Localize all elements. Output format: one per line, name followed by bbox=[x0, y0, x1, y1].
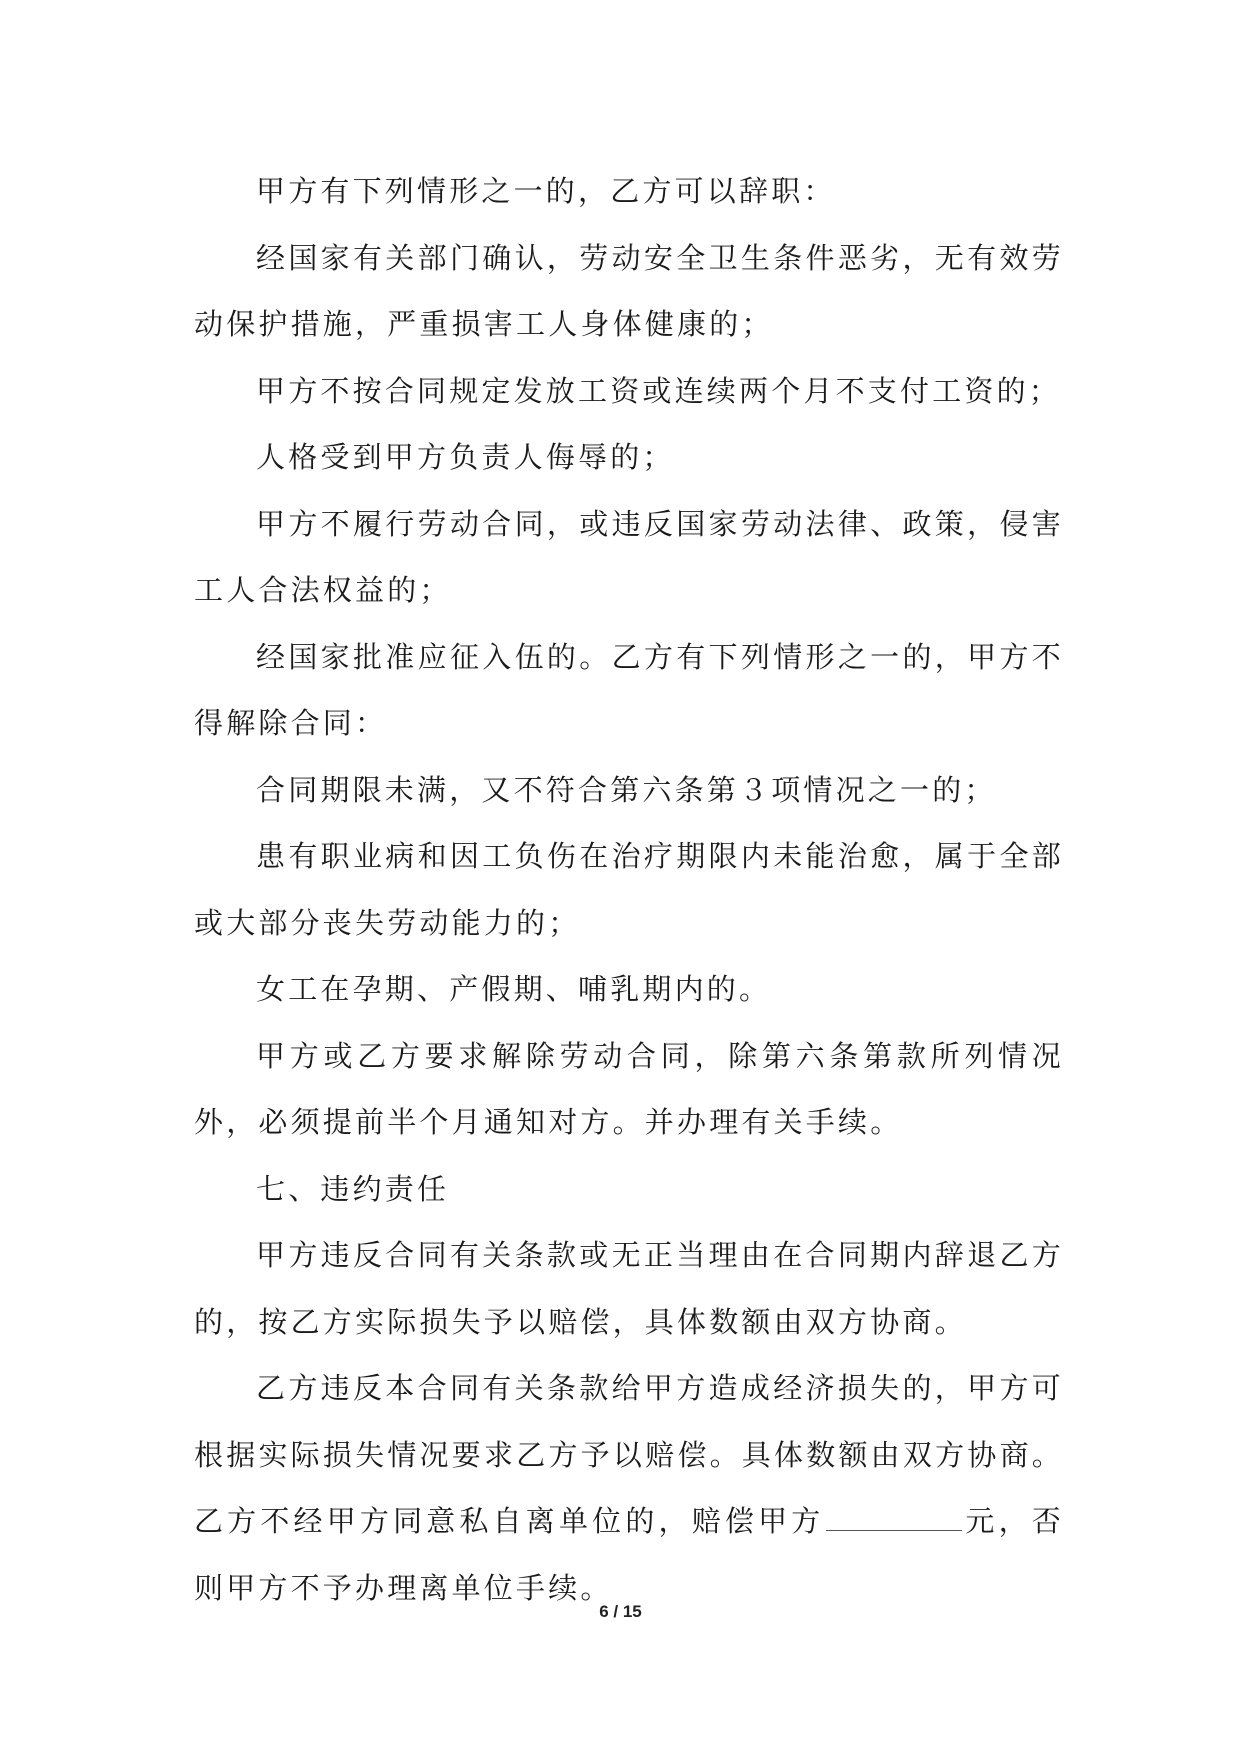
compensation-amount-blank bbox=[826, 1508, 962, 1531]
paragraph-resignation-conditions: 甲方有下列情形之一的，乙方可以辞职： bbox=[256, 174, 836, 208]
paragraph-female-workers: 女工在孕期、产假期、哺乳期内的。 bbox=[256, 972, 772, 1006]
employee-liability-text-after: 元，否则甲方不予办理离单位手续。 bbox=[194, 1504, 1064, 1605]
paragraph-insulted: 人格受到甲方负责人侮辱的； bbox=[256, 440, 675, 474]
paragraph-employer-liability: 甲方违反合同有关条款或无正当理由在合同期内辞退乙方的，按乙方实际损失予以赔偿，具体数额由双方协商。 bbox=[194, 1238, 1064, 1339]
paragraph-military-service: 经国家批准应征入伍的。乙方有下列情形之一的，甲方不得解除合同： bbox=[194, 639, 1064, 740]
paragraph-notice-period: 甲方或乙方要求解除劳动合同，除第六条第款所列情况外，必须提前半个月通知对方。并办理有关手续。 bbox=[194, 1038, 1064, 1139]
document-body bbox=[194, 158, 1064, 1621]
section-heading-liability: 七、违约责任 bbox=[256, 1171, 450, 1206]
paragraph-term-not-expired: 合同期限未满，又不符合第六条第３项情况之一的； bbox=[256, 772, 997, 807]
paragraph-unsafe-conditions: 经国家有关部门确认，劳动安全卫生条件恶劣，无有效劳动保护措施，严重损害工人身体健康的； bbox=[194, 240, 1064, 341]
paragraph-contract-breach: 甲方不履行劳动合同，或违反国家劳动法律、政策，侵害工人合法权益的； bbox=[194, 506, 1064, 607]
paragraph-unpaid-wages: 甲方不按合同规定发放工资或连续两个月不支付工资的； bbox=[256, 373, 1062, 408]
employee-liability-text-before: 乙方违反本合同有关条款给甲方造成经济损失的，甲方可根据实际损失情况要求乙方予以赔偿。具体数额由双方协商。乙方不经甲方同意私自离单位的，赔偿甲方 bbox=[194, 1371, 1064, 1538]
paragraph-employee-liability bbox=[194, 1355, 1064, 1621]
page-number: 6 / 15 bbox=[599, 1602, 642, 1621]
paragraph-occupational-disease: 患有职业病和因工负伤在治疗期限内未能治愈，属于全部或大部分丧失劳动能力的； bbox=[194, 839, 1064, 940]
